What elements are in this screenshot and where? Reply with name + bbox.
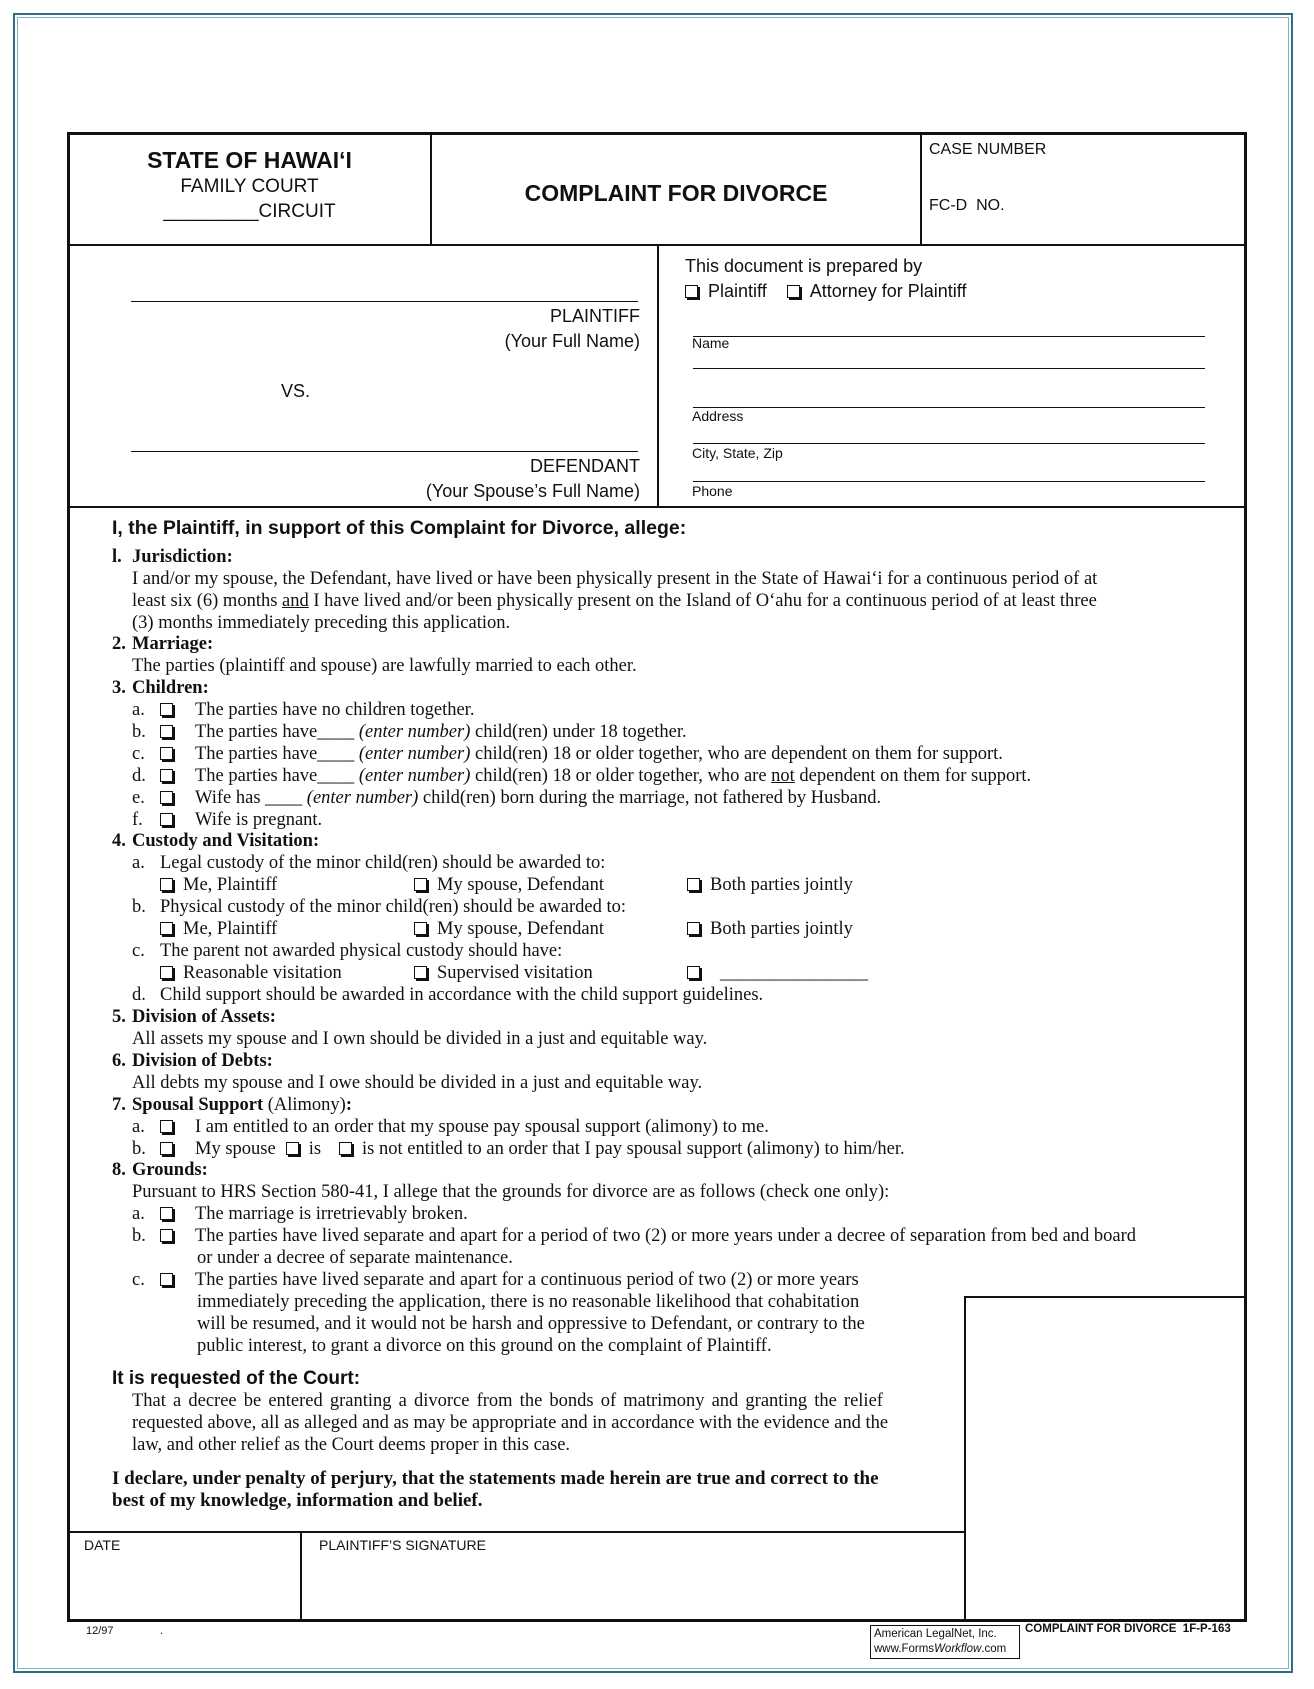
visitation-option-other — [687, 963, 868, 985]
defendant-sublabel: (Your Spouse’s Full Name) — [425, 481, 640, 501]
item-letter: b. — [132, 722, 146, 742]
grounds-item-b — [132, 1226, 1136, 1248]
grounds-intro: Pursuant to HRS Section 580-41, I allege that the grounds for divorce are as follows (check one only): — [132, 1182, 890, 1202]
state-name: STATE OF HAWAI‘I — [147, 147, 352, 173]
publisher-name: American LegalNet, Inc. — [874, 1628, 997, 1640]
fcd-number-label: FC-D NO. — [929, 197, 1005, 214]
legal-both-checkbox[interactable] — [687, 878, 700, 891]
versus-label: VS. — [281, 381, 311, 401]
judge-stamp-box — [964, 1296, 1246, 1621]
attorney-option-label: Attorney for Plaintiff — [809, 281, 967, 301]
children-item-b — [132, 722, 687, 744]
section-num: l. — [112, 547, 122, 567]
section-title: Division of Debts: — [132, 1051, 273, 1071]
section-6-heading — [112, 1051, 273, 1073]
item-text: The parties have____ — [195, 766, 359, 786]
name-line-2[interactable] — [693, 368, 1205, 369]
item-text: child(ren) 18 or older together, who are — [470, 766, 772, 786]
enter-number-hint: (enter number) — [358, 722, 471, 742]
section-2-heading — [112, 634, 213, 656]
item-text: child(ren) 18 or older together, who are dependent on them for support. — [470, 744, 1003, 764]
section-num: 2. — [112, 634, 126, 654]
legal-custody-option-spouse — [414, 875, 604, 897]
option-label: Both parties jointly — [710, 875, 853, 895]
section-title-paren: (Alimony) — [263, 1095, 346, 1115]
item-letter: e. — [132, 788, 145, 808]
section-8-heading — [112, 1160, 208, 1182]
section-7-heading — [112, 1095, 352, 1117]
item-text: The parties have____ — [195, 744, 359, 764]
section-num: 6. — [112, 1051, 126, 1071]
children-item-d — [132, 766, 1031, 788]
item-text: is — [308, 1139, 322, 1159]
item-text: dependent on them for support. — [794, 766, 1032, 786]
item-text: is not entitled to an order that I pay spousal support (alimony) to him/her. — [362, 1139, 905, 1159]
option-label: Me, Plaintiff — [183, 919, 278, 939]
section-5-line-1: All assets my spouse and I own should be divided in a just and equitable way. — [132, 1029, 708, 1049]
item-text: I am entitled to an order that my spouse pay spousal support (alimony) to me. — [195, 1117, 769, 1137]
support-item-a — [132, 1117, 769, 1139]
section-title: Grounds: — [132, 1160, 208, 1180]
enter-number-hint: (enter number) — [358, 766, 471, 786]
item-letter: a. — [132, 853, 145, 873]
request-line-1: That a decree be entered granting a divorce from the bonds of matrimony and granting the relief — [132, 1391, 883, 1411]
children-e-checkbox[interactable] — [160, 791, 173, 804]
item-text: The parties have lived separate and apart for a continuous period of two (2) or more years — [195, 1270, 859, 1290]
item-letter: b. — [132, 1139, 146, 1159]
section-title-colon: : — [345, 1095, 353, 1115]
option-label: My spouse, Defendant — [437, 919, 604, 939]
children-item-a — [132, 700, 474, 722]
request-heading: It is requested of the Court: — [112, 1368, 361, 1389]
publisher-url — [874, 1642, 1019, 1657]
section-num: 3. — [112, 678, 126, 698]
grounds-item-b-line-2: or under a decree of separate maintenance. — [197, 1248, 513, 1268]
url-part: www.Forms — [874, 1643, 935, 1655]
section-1-line-1: I and/or my spouse, the Defendant, have lived or have been physically present in the State of Hawai‘i for a continuous period of at — [132, 569, 1098, 589]
support-b-checkbox[interactable] — [160, 1142, 173, 1155]
circuit-name: _________CIRCUIT — [163, 201, 336, 222]
url-part: .com — [981, 1643, 1007, 1655]
caption-bottom-rule — [69, 506, 1245, 508]
physical-custody-option-spouse — [414, 919, 604, 941]
url-part: Workflow — [934, 1643, 982, 1655]
section-1-heading — [112, 547, 233, 569]
item-letter: b. — [132, 1226, 146, 1246]
other-visitation-blank[interactable]: ________________ — [720, 963, 868, 983]
section-5-heading — [112, 1007, 276, 1029]
item-text: Wife is pregnant. — [195, 810, 323, 830]
section-title: Division of Assets: — [132, 1007, 276, 1027]
spouse-is-checkbox[interactable] — [286, 1142, 299, 1155]
form-id: COMPLAINT FOR DIVORCE 1F-P-163 — [1025, 1623, 1231, 1635]
plaintiff-option-label: Plaintiff — [708, 281, 767, 301]
section-title: Jurisdiction: — [132, 547, 233, 567]
item-letter: c. — [132, 941, 145, 961]
item-letter: c. — [132, 744, 145, 764]
case-number-label: CASE NUMBER — [929, 141, 1047, 158]
name-line-1[interactable] — [693, 336, 1205, 337]
request-line-3: law, and other relief as the Court deems proper in this case. — [132, 1435, 571, 1455]
item-text: child(ren) under 18 together. — [470, 722, 687, 742]
grounds-c-checkbox[interactable] — [160, 1273, 173, 1286]
section-6-line-1: All debts my spouse and I owe should be divided in a just and equitable way. — [132, 1073, 703, 1093]
enter-number-hint: (enter number) — [358, 744, 471, 764]
defendant-label: DEFENDANT — [529, 456, 640, 476]
item-text: Physical custody of the minor child(ren) should be awarded to: — [160, 897, 626, 917]
request-line-2: requested above, all as alleged and as may be appropriate and in accordance with the evidence and the — [132, 1413, 889, 1433]
item-text: child(ren) born during the marriage, not fathered by Husband. — [418, 788, 882, 808]
revision-date: 12/97 — [86, 1625, 114, 1637]
prepared-by-options — [685, 281, 966, 302]
children-item-f — [132, 810, 322, 832]
item-text: Wife has ____ — [195, 788, 307, 808]
item-text: Legal custody of the minor child(ren) should be awarded to: — [160, 853, 606, 873]
option-label: Reasonable visitation — [183, 963, 342, 983]
grounds-a-checkbox[interactable] — [160, 1207, 173, 1220]
grounds-item-c — [132, 1270, 859, 1292]
children-b-checkbox[interactable] — [160, 725, 173, 738]
physical-custody-option-both — [687, 919, 853, 941]
city-line[interactable] — [693, 481, 1205, 482]
date-field[interactable] — [70, 1556, 298, 1618]
section-num: 7. — [112, 1095, 126, 1115]
item-text: The parties have no children together. — [195, 700, 475, 720]
item-text: The parties have____ — [195, 722, 359, 742]
children-item-c — [132, 744, 1003, 766]
allege-heading: I, the Plaintiff, in support of this Complaint for Divorce, allege: — [112, 517, 687, 539]
address-line-2[interactable] — [693, 443, 1205, 444]
plaintiff-name-line[interactable] — [131, 301, 638, 302]
visitation-option-reasonable — [160, 963, 342, 985]
physical-me-checkbox[interactable] — [160, 922, 173, 935]
grounds-item-c-line-3: will be resumed, and it would not be harsh and oppressive to Defendant, or contrary to the — [197, 1314, 865, 1334]
prepared-by-heading: This document is prepared by — [685, 256, 923, 276]
support-item-b — [132, 1139, 905, 1161]
item-letter: f. — [132, 810, 143, 830]
custody-item-d — [132, 985, 763, 1007]
item-letter: a. — [132, 1117, 145, 1137]
section-3-heading — [112, 678, 209, 700]
item-text: The marriage is irretrievably broken. — [195, 1204, 468, 1224]
city-label: City, State, Zip — [692, 445, 783, 461]
physical-spouse-checkbox[interactable] — [414, 922, 427, 935]
text-span: least six (6) months — [132, 591, 283, 611]
children-a-checkbox[interactable] — [160, 703, 173, 716]
legal-custody-option-me — [160, 875, 277, 897]
enter-number-hint: (enter number) — [306, 788, 419, 808]
physical-custody-option-me — [160, 919, 277, 941]
visitation-option-supervised — [414, 963, 593, 985]
section-4-heading — [112, 831, 319, 853]
section-2-line-1: The parties (plaintiff and spouse) are lawfully married to each other. — [132, 656, 637, 676]
section-title: Marriage: — [132, 634, 214, 654]
section-num: 5. — [112, 1007, 126, 1027]
section-title: Custody and Visitation: — [132, 831, 320, 851]
item-text: The parent not awarded physical custody should have: — [160, 941, 563, 961]
revision-dot: . — [160, 1625, 164, 1637]
spouse-is-not-checkbox[interactable] — [339, 1142, 352, 1155]
plaintiff-checkbox[interactable] — [685, 285, 698, 298]
physical-both-checkbox[interactable] — [687, 922, 700, 935]
plaintiff-label: PLAINTIFF — [549, 306, 640, 326]
phone-label: Phone — [692, 483, 733, 499]
grounds-item-a — [132, 1204, 468, 1226]
grounds-item-c-line-2: immediately preceding the application, there is no reasonable likelihood that cohabitation — [197, 1292, 860, 1312]
date-label: DATE — [84, 1537, 121, 1553]
form-title: COMPLAINT FOR DIVORCE — [524, 180, 828, 206]
item-letter: d. — [132, 766, 146, 786]
plaintiff-sublabel: (Your Full Name) — [504, 331, 640, 351]
option-label: Me, Plaintiff — [183, 875, 278, 895]
legal-custody-option-both — [687, 875, 853, 897]
children-item-e — [132, 788, 881, 810]
children-d-checkbox[interactable] — [160, 769, 173, 782]
address-line-1[interactable] — [693, 407, 1205, 408]
caption-divider — [657, 245, 659, 507]
children-c-checkbox[interactable] — [160, 747, 173, 760]
item-letter: a. — [132, 1204, 145, 1224]
section-title: Children: — [132, 678, 209, 698]
declaration-line-1: I declare, under penalty of perjury, that the statements made herein are true and correct to the — [112, 1468, 879, 1489]
supervised-visitation-checkbox[interactable] — [414, 966, 427, 979]
defendant-name-line[interactable] — [131, 451, 638, 452]
custody-item-a — [132, 853, 605, 875]
item-text: Child support should be awarded in accordance with the child support guidelines. — [160, 985, 764, 1005]
declaration-line-2: best of my knowledge, information and belief. — [112, 1490, 483, 1511]
name-label: Name — [692, 335, 730, 351]
other-visitation-checkbox[interactable] — [687, 966, 700, 979]
item-letter: d. — [132, 985, 146, 1005]
item-letter: b. — [132, 897, 146, 917]
emphasis-and: and — [282, 591, 309, 611]
item-text: The parties have lived separate and apart for a period of two (2) or more years under a decree of separation from bed and board — [195, 1226, 1137, 1246]
section-title: Spousal Support — [132, 1095, 264, 1115]
support-a-checkbox[interactable] — [160, 1120, 173, 1133]
legal-me-checkbox[interactable] — [160, 878, 173, 891]
option-label: Both parties jointly — [710, 919, 853, 939]
attorney-checkbox[interactable] — [787, 285, 800, 298]
custody-item-b — [132, 897, 626, 919]
option-label: Supervised visitation — [437, 963, 593, 983]
item-letter: a. — [132, 700, 145, 720]
children-f-checkbox[interactable] — [160, 813, 173, 826]
emphasis-not: not — [771, 766, 795, 786]
option-label: My spouse, Defendant — [437, 875, 604, 895]
signature-field[interactable] — [302, 1556, 962, 1618]
publisher-box — [870, 1625, 1020, 1659]
item-text: My spouse — [195, 1139, 276, 1159]
section-num: 8. — [112, 1160, 126, 1180]
signature-label: PLAINTIFF’S SIGNATURE — [319, 1537, 486, 1553]
section-num: 4. — [112, 831, 126, 851]
text-span: I have lived and/or been physically present on the Island of O‘ahu for a continuous period of at least three — [308, 591, 1097, 611]
grounds-b-checkbox[interactable] — [160, 1229, 173, 1242]
legal-spouse-checkbox[interactable] — [414, 878, 427, 891]
court-name: FAMILY COURT — [180, 176, 319, 197]
address-label: Address — [692, 408, 744, 424]
header-divider-2 — [920, 134, 922, 245]
item-letter: c. — [132, 1270, 145, 1290]
section-1-line-3: (3) months immediately preceding this application. — [132, 613, 511, 633]
signature-row-top — [69, 1531, 964, 1533]
header-left — [69, 146, 430, 224]
grounds-item-c-line-4: public interest, to grant a divorce on this ground on the complaint of Plaintiff. — [197, 1336, 772, 1356]
custody-item-c — [132, 941, 562, 963]
reasonable-visitation-checkbox[interactable] — [160, 966, 173, 979]
section-1-line-2 — [132, 591, 1097, 613]
